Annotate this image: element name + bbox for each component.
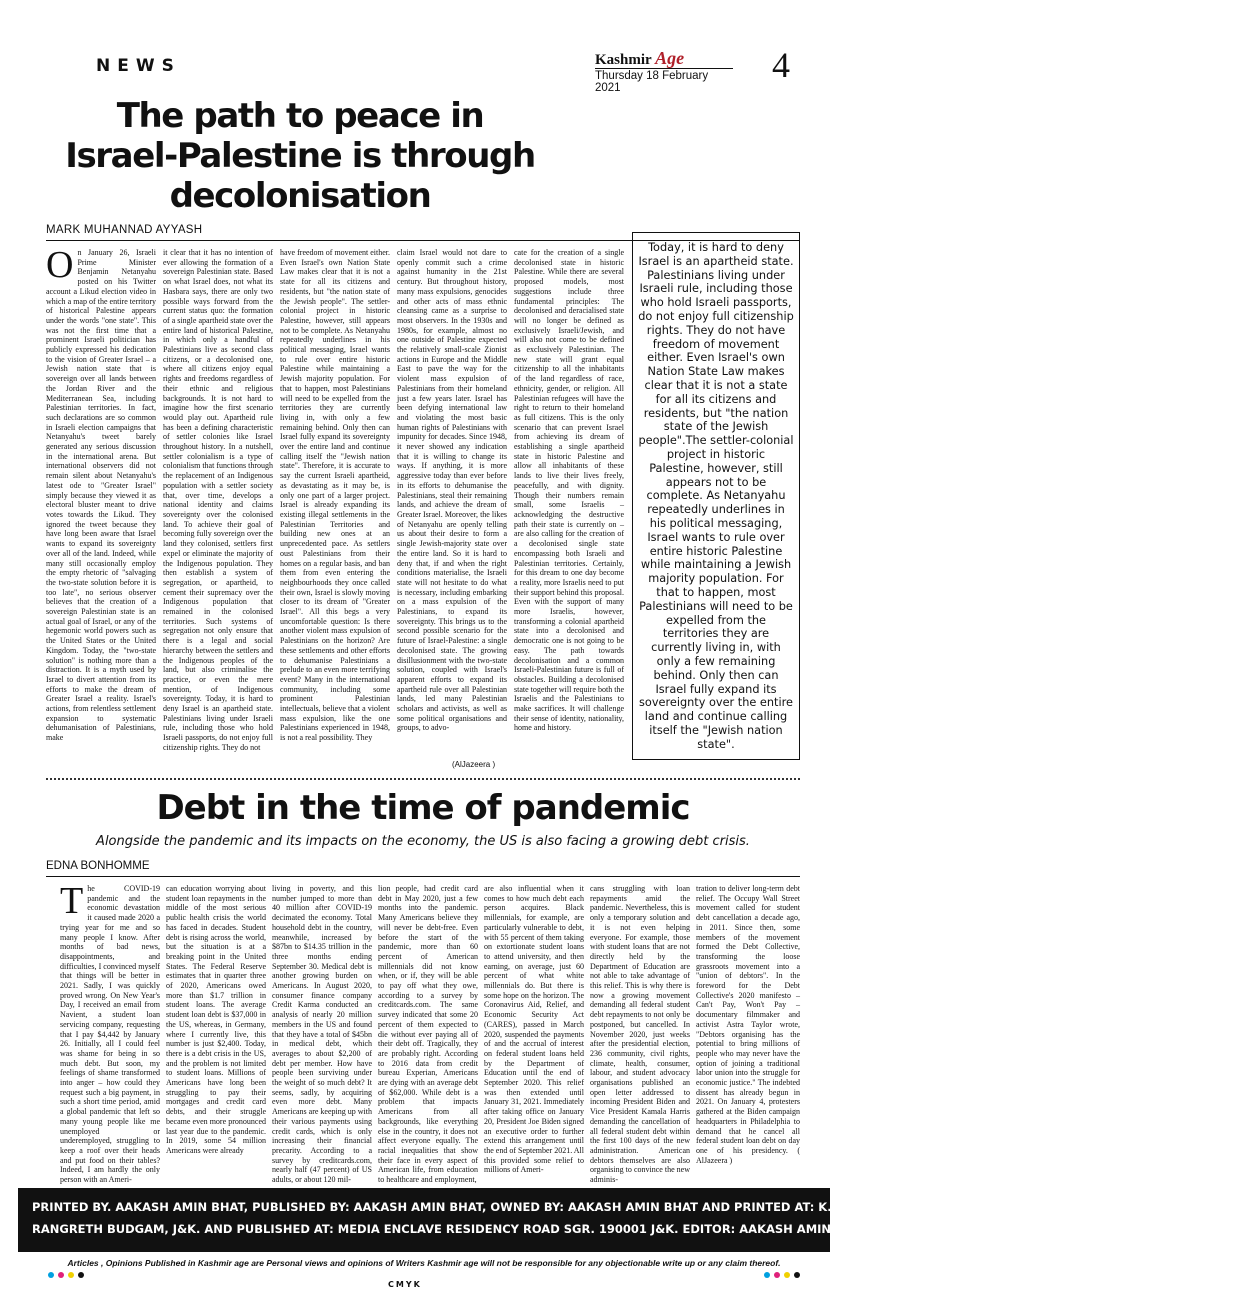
article2-column-2 [166,884,266,1184]
article1-column-3 [280,248,390,756]
article2-column-3-text: living in poverty, and this number jumped to more than 40 million after COVID-19 decimated the economy. Total household debt in the country, meanwhile, increased by $87bn to $14.35 trillion in the three months ending September 30. Medical debt is another growing burden on Americans. In August 2020, consumer finance company Credit Karma conducted an analysis of nearly 20 million members in the US and found that they have a total of $45bn in medical debt, which averages to about $2,200 of debt per member. How have people been surviving under the weight of so much debt? It seems, sadly, by acquiring even more debt. Many Americans are keeping up with their various payments using credit cards, which is only increasing their financial precarity. According to a survey by creditcards.com, nearly half (47 percent) of US adults, or about 120 mil- [272,884,372,1185]
article2-column-5-text: are also influential when it comes to how much debt each person acquires. Black millennials, for example, are particularly vulnerable to debt, with 55 percent of them taking on extortionate student loans to attend university, and then earning, on average, just 60 percent of what white millennials do. But there is some hope on the horizon. The Coronavirus Aid, Relief, and Economic Security Act (CARES), passed in March 2020, suspended the payments of and the accrual of interest on federal student loans held by the Department of Education until the end of September 2020. This relief was then extended until January 31, 2021. Immediately after taking office on January 20, President Joe Biden signed an executive order to further extend this arrangement until the end of September 2021. All this provided some relief to millions of Ameri- [484,884,584,1175]
article1-column-3-text: have freedom of movement either. Even Israel's own Nation State Law makes clear that it is not a state for all its citizens and residents, but "the nation state of the Jewish people". The settler-colonial project in historic Palestine, however, still appears not to be complete. As Netanyahu repeatedly underlines in his political messaging, Israel wants to rule over entire historic Palestine while maintaining a Jewish majority population. For that to happen, most Palestinians will need to be expelled from the territories they are currently living in, with only a few remaining behind. Only then can Israel fully expand its sovereignty over the entire land and continue calling itself the "Jewish nation state". Therefore, it is accurate to say the current Israeli apartheid, as devastating as it may be, is only one part of a larger project. Israel is already expanding its existing illegal settlements in the Palestinian Territories and building new ones at an unprecedented pace. As settlers oust Palestinians from their homes on a regular basis, and ban them from even entering the neighbourhoods they once called their own, Israel is slowly moving closer to its dream of "Greater Israel". All this begs a very uncomfortable question: Is there another violent mass expulsion of Palestinians on the horizon? Are these settlements and other efforts to dehumanise Palestinians a prelude to an even more terrifying event? Many in the international community, including some prominent Palestinian intellectuals, believe that a violent mass expulsion, like the one Palestinians experienced in 1948, is not a real possibility. They [280,248,390,743]
article1-column-4 [397,248,507,756]
article2-column-4-text: lion people, had credit card debt in May 2020, just a few months into the pandemic. Many Americans believe they will never be debt-free. Even before the start of the pandemic, more than 60 percent of American millennials did not know when, or if, they will be able to pay off what they owe, according to a survey by creditcards.com. The same survey indicated that some 20 percent of them expected to die without ever paying all of their debt off. Tragically, they are probably right. According to 2016 data from credit bureau Experian, Americans are dying with an average debt of $62,000. While debt is a problem that impacts Americans from all backgrounds, like everything else in the country, it does not affect everyone equally. The racial inequalities that show their face in every aspect of American life, from education to healthcare and employment, [378,884,478,1185]
registration-dot-black-right [794,1272,800,1278]
imprint-line-1: PRINTED BY. AAKASH AMIN BHAT, PUBLISHED BY: AAKASH AMIN BHAT, OWNED BY: AAKASH AMIN BHAT AND PRINTED AT: K.T PRESS PVT. LTD.120- ELECTRONIC COMPLEX INDUSTRIAL ESTATE [32,1200,1260,1214]
article2-dropcap: T [60,880,84,922]
article2-column-3 [272,884,372,1184]
pull-quote-box [632,232,800,760]
byline-rule-2 [46,876,800,877]
masthead-logo [595,48,684,69]
article1-column-1 [46,244,156,756]
imprint-line-2: RANGRETH BUDGAM, J&K. AND PUBLISHED AT: MEDIA ENCLAVE RESIDENCY ROAD SGR. 190001 J&K. EDITOR: AAKASH AMIN BHAT, JKENG/2006/23952 [32,1222,997,1236]
article1-credit: (AlJazeera ) [452,760,496,769]
registration-dot-magenta [58,1272,64,1278]
color-bar-label: CMYK [388,1280,422,1289]
article1-headline: The path to peace in Israel-Palestine is through decolonisation [65,96,535,216]
article1-column-5-text: cate for the creation of a single decolonised state in historic Palestine. While there are several proposed models, most suggestions include three fundamental principles: The decolonised and deracialised state will no longer be defined as exclusively Israeli/Jewish, and will also not come to be defined as exclusively Palestinian. The new state will grant equal citizenship to all the inhabitants of the land regardless of race, ethnicity, gender, or religion. All Palestinian refugees will have the right to return to their homeland as full citizens. This is the only scenario that can prevent Israel from achieving its dream of establishing a single apartheid state in historic Palestine and allow all inhabitants of these lands to live their lives freely, peacefully, and with dignity. Though their numbers remain small, some Israelis – acknowledging the destructive path their state is currently on – are also calling for the creation of a decolonised single state encompassing both Israeli and Palestinian territories. Certainly, for this dream to one day become a reality, more Israelis need to put their support behind this proposal. Even with the support of many more Israelis, however, transforming a colonial apartheid state into a decolonised and democratic one is not going to be easy. The path towards decolonisation and a common Israeli-Palestinian future is full of obstacles. Building a decolonised state together will require both the Israelis and the Palestinians to make sacrifices. It will challenge their sense of identity, nationality, home and history. [514,248,624,733]
article2-column-2-text: can education worrying about student loan repayments in the middle of the most serious public health crisis the world has faced in decades. Student debt is rising across the world, but the situation is at a breaking point in the United States. The Federal Reserve estimates that in quarter three of 2020, Americans owed more than $1.7 trillion in student loans. The average student loan debt is $37,000 in the US, whereas, in Germany, where I currently live, this number is just $2,400. Today, there is a debt crisis in the US, and the problem is not limited to student loans. Millions of Americans have long been struggling to pay their mortgages and credit card debts, and their struggle became even more pronounced last year due to the pandemic. In 2019, some 54 million Americans were already [166,884,266,1155]
registration-dot-cyan-right [764,1272,770,1278]
issue-date: Thursday 18 February 2021 [595,68,733,94]
imprint-banner [18,1188,1260,1252]
article1-column-1-text: n January 26, Israeli Prime Minister Benjamin Netanyahu posted on his Twitter account a Likud election video in which a map of the entire territory of historical Palestine appears under the words "one state". This was not the first time that a prominent Israeli politician has publicly expressed his dedication to the vision of Greater Israel – a Jewish nation state that is sovereign over all lands between the Jordan River and the Mediterranean Sea, including Palestinian territories. In fact, such declarations are so common in Israeli election campaigns that Netanyahu's tweet barely generated any serious discussion in the international arena. But international observers did not remain silent about Netanyahu's latest ode to "Greater Israel" simply because they viewed it as electoral bluster meant to drive votes towards the Likud. They ignored the tweet because they have long been aware that Israel wants to expand its sovereignty over all of the land. Indeed, while many still occasionally employ the empty rhetoric of "salvaging the two-state solution before it is too late", no serious observer believes that the creation of a sovereign Palestinian state is an actual goal of Israel, or any of the hegemonic world powers such as the United States or the United Kingdom. Today, the "two-state solution" is nothing more than a distraction. It is a myth used by Israel to divert attention from its efforts to make the dream of Greater Israel a reality. Israel's actions, from relentless settlement expansion to systematic dehumanisation of Palestinians, make [46,248,156,743]
registration-dot-yellow-right [784,1272,790,1278]
masthead-main: Kashmir [595,52,652,68]
registration-dot-magenta-right [774,1272,780,1278]
disclaimer: Articles , Opinions Published in Kashmir age are Personal views and opinions of Writers Kashmir age will not be responsible for any objectionable write up or any claim thereof. [67,1258,781,1268]
article2-deck: Alongside the pandemic and its impacts on the economy, the US is also facing a growing debt crisis. [96,834,750,849]
article2-headline: Debt in the time of pandemic [156,788,690,828]
article1-byline: MARK MUHANNAD AYYASH [46,224,203,236]
article1-dropcap: O [46,244,74,286]
registration-dot-cyan [48,1272,54,1278]
article2-column-1 [60,880,160,1185]
article2-column-6-text: cans struggling with loan repayments amid the pandemic. Nevertheless, this is only a temporary solution and it is not even helping everyone. For example, those with student loans that are not directly held by the Department of Education are not able to take advantage of this relief. This is why there is now a growing movement demanding all federal student debt repayments to not only be postponed, but cancelled. In November 2020, just weeks after the presidential election, 236 community, civil rights, climate, health, consumer, labour, and student advocacy organisations published an open letter addressed to incoming President Biden and Vice President Kamala Harris demanding the cancellation of all federal student debt within the first 100 days of the new administration. American debtors themselves are also organising to convince the new adminis- [590,884,690,1185]
article2-column-1-text: he COVID-19 pandemic and the economic devastation it caused made 2020 a trying year for me and so many people I know. After months of bad news, disappointments, and difficulties, I convinced myself that things will be better in 2021. Sadly, I was quickly proved wrong. On New Year's Day, I received an email from Navient, a student loan servicing company, requesting that I pay $4,442 by January 26. Initially, all I could feel was shame for being in so much debt. But soon, my feelings of shame transformed into anger – how could they request such a big payment, in such a short time period, amid a global pandemic that left so many young people like me unemployed or underemployed, struggling to keep a roof over their heads and put food on their tables? Indeed, I am hardly the only person with an Ameri- [60,884,160,1185]
article1-column-5 [514,248,624,756]
article2-byline: EDNA BONHOMME [46,860,150,872]
section-label: NEWS [96,56,181,76]
article2-column-4 [378,884,478,1184]
article2-column-5 [484,884,584,1184]
article1-column-2-text: it clear that it has no intention of ever allowing the formation of a sovereign Palestinian state. Based on what Israel does, not what its Hasbara says, there are only two possible ways forward from the current status quo: the formation of a single apartheid state over the entire land of historical Palestine, in which only a handful of Palestinians live as second class citizens, or a decolonised one, where all citizens enjoy equal rights and freedoms regardless of their ethnic and religious backgrounds. It is not hard to imagine how the first scenario would play out. Apartheid rule has been a defining characteristic of settler colonies like Israel throughout history. In a nutshell, settler colonialism is a type of colonialism that functions through the replacement of an Indigenous population with a settler society that, over time, develops a national identity and claims sovereignty over the colonised land. To achieve their goal of becoming fully sovereign over the land they colonised, settlers first expel or eliminate the majority of the Indigenous population. They then establish a system of segregation, or apartheid, to cement their supremacy over the Indigenous population that remained in the colonised territories. Such systems of segregation not only ensure that there is a legal and social hierarchy between the settlers and the Indigenous peoples of the land, but also criminalise the practice, or even the mere mention, of Indigenous sovereignty. Today, it is hard to deny Israel is an apartheid state. Palestinians living under Israeli rule, including those who hold Israeli passports, do not enjoy full citizenship rights. They do not [163,248,273,752]
registration-dot-black [78,1272,84,1278]
pull-quote-text: Today, it is hard to deny Israel is an apartheid state. Palestinians living under Israeli rule, including those who hold Israeli passports, do not enjoy full citizenship rights. They do not have freedom of movement either. Even Israel's own Nation State Law makes clear that it is not a state for all its citizens and residents, but "the nation state of the Jewish people".The settler-colonial project in historic Palestine, however, still appears not to be complete. As Netanyahu repeatedly underlines in his political messaging, Israel wants to rule over entire historic Palestine while maintaining a Jewish majority population. For that to happen, most Palestinians will need to be expelled from the territories they are currently living in, with only a few remaining behind. Only then can Israel fully expand its sovereignty over the entire land and continue calling itself the "Jewish nation state". [638,241,794,751]
article-divider [46,778,800,780]
article1-column-2 [163,248,273,756]
article1-column-4-text: claim Israel would not dare to openly commit such a crime against humanity in the 21st century. But throughout history, many mass expulsions, genocides and other acts of mass ethnic cleansing came as a surprise to most observers. In the 1930s and 1980s, for example, almost no one outside of Palestine expected the relatively small-scale Zionist actions in Europe and the Middle East to pave the way for the violent mass expulsion of Palestinians from their homeland just a few years later. Israel has been defying international law and violating the most basic human rights of Palestinians with impunity for decades. Since 1948, it never showed any indication that it is willing to change its ways. If anything, it is more aggressive today than ever before in its efforts to dehumanise the Palestinians, steal their remaining lands, and achieve the dream of Greater Israel. Moreover, the likes of Netanyahu are openly telling us about their desire to form a single Jewish-majority state over the entire land. So it is hard to deny that, if and when the right conditions materialise, the Israeli state will not hesitate to do what is necessary, including embarking on a mass expulsion of the Palestinians, to expand its sovereignty. This brings us to the second possible scenario for the future of Israel-Palestine: a single decolonised state. The growing disillusionment with the two-state solution, coupled with Israel's apparent efforts to expand its apartheid rule over all Palestinian lands, led many Palestinian scholars and activists, as well as some political organisations and groups, to advo- [397,248,507,733]
masthead-age: Age [655,48,685,68]
page-number: 4 [772,45,790,85]
article2-column-7 [696,884,800,1184]
article2-column-7-text: tration to deliver long-term debt relief. The Occupy Wall Street movement called for student debt cancellation a decade ago, in 2011. Since then, some members of the movement formed the Debt Collective, transforming the loose grassroots movement into a "union of debtors". In the foreword for the Debt Collective's 2020 manifesto – Can't Pay, Won't Pay – documentary filmmaker and activist Astra Taylor wrote, "Debtors organising has the potential to bring millions of people who may never have the option of joining a traditional labor union into the struggle for economic justice." The indebted dissent has already begun in 2021. On January 4, protesters gathered at the Biden campaign headquarters in Philadelphia to demand that he cancel all federal student loan debt on day one of his presidency. ( AlJazeera ) [696,884,800,1165]
registration-dot-yellow [68,1272,74,1278]
article2-column-6 [590,884,690,1184]
